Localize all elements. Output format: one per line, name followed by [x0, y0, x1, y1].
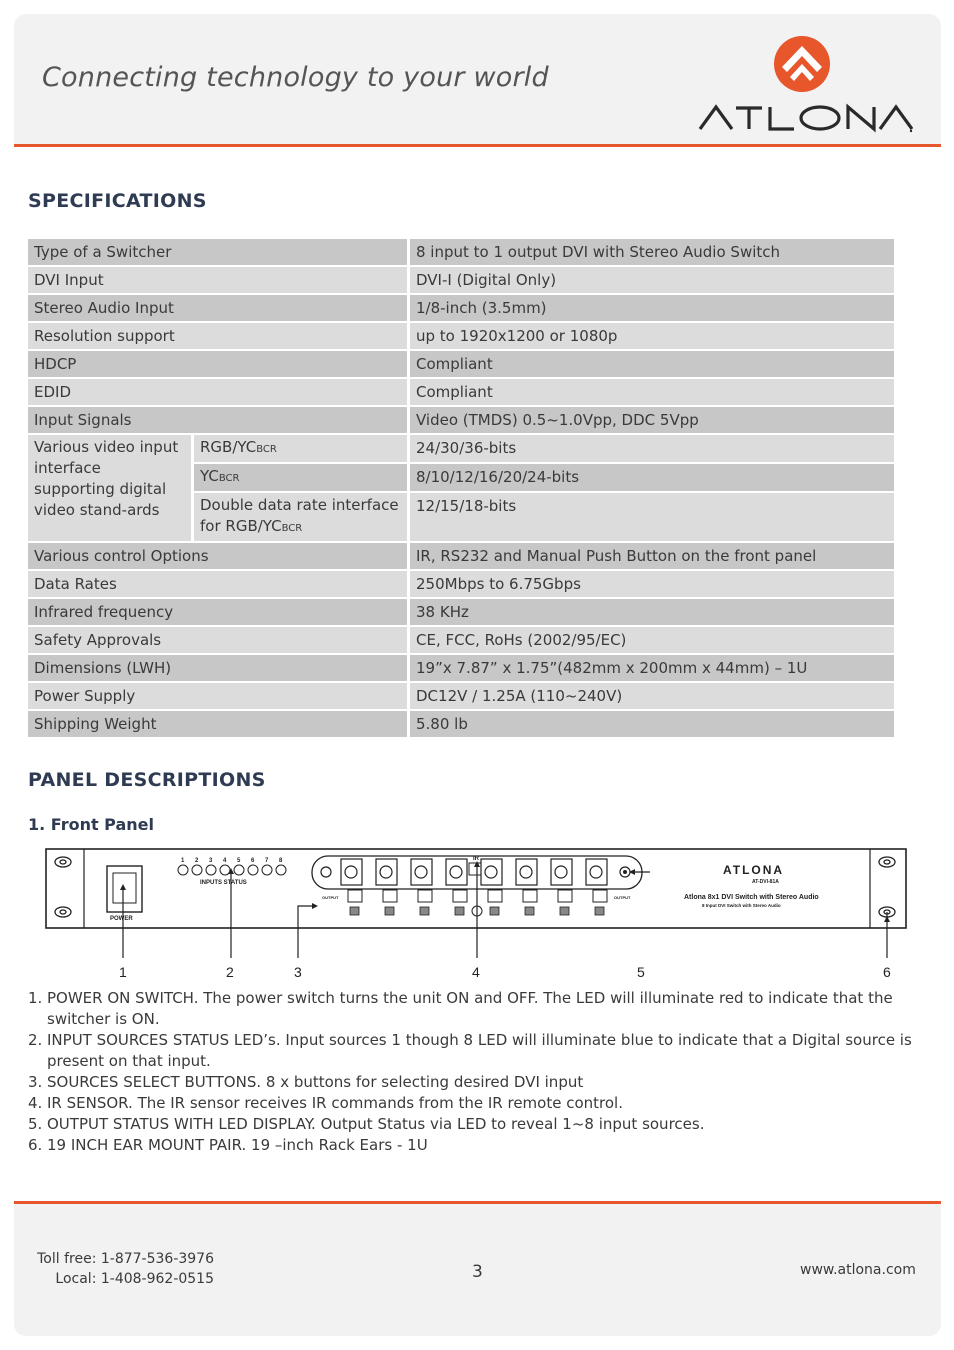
device-subdescription: 8 Input DVI Switch with Stereo Audio: [702, 903, 781, 908]
svg-text:2: 2: [195, 858, 199, 864]
spec-label: Resolution support: [28, 323, 407, 349]
list-item: 2. INPUT SOURCES STATUS LED’s. Input sources 1 though 8 LED will illuminate blue to indicate that a Digital source is present on that input.: [28, 1031, 912, 1070]
spec-value: 12/15/18-bits: [410, 493, 894, 541]
table-row: [28, 655, 894, 681]
table-row: [28, 627, 894, 653]
front-panel-title: 1. Front Panel: [28, 815, 154, 834]
svg-text:OUTPUT: OUTPUT: [322, 895, 339, 900]
video-interface-group: [28, 435, 894, 541]
front-panel-diagram: [28, 840, 918, 980]
table-row: [28, 407, 894, 433]
spec-label: Various control Options: [28, 543, 407, 569]
spec-label: Infrared frequency: [28, 599, 407, 625]
spec-value: 19”x 7.87” x 1.75”(482mm x 200mm x 44mm) – 1U: [410, 655, 894, 681]
device-model: AT-DVI-81A: [752, 879, 779, 885]
toll-free-number: Toll free: 1-877-536-3976: [37, 1251, 214, 1267]
footer-contact: [34, 1249, 214, 1289]
specifications-table: [28, 239, 894, 739]
spec-value: up to 1920x1200 or 1080p: [410, 323, 894, 349]
panel-description-list: [28, 988, 918, 1156]
spec-value: CE, FCC, RoHs (2002/95/EC): [410, 627, 894, 653]
header-rule: [14, 144, 941, 147]
svg-text:1: 1: [181, 858, 185, 864]
spec-label: Data Rates: [28, 571, 407, 597]
list-item: 3. SOURCES SELECT BUTTONS. 8 x buttons for selecting desired DVI input: [28, 1073, 584, 1091]
spec-label: Safety Approvals: [28, 627, 407, 653]
table-row: [28, 295, 894, 321]
specifications-title: SPECIFICATIONS: [28, 190, 207, 212]
table-row: [28, 379, 894, 405]
table-row: [28, 543, 894, 569]
atlona-wordmark: [698, 103, 913, 133]
spec-value: DVI-I (Digital Only): [410, 267, 894, 293]
table-row: [28, 711, 894, 737]
local-number: Local: 1-408-962-0515: [55, 1271, 214, 1287]
spec-value: Compliant: [410, 379, 894, 405]
spec-value: DC12V / 1.25A (110~240V): [410, 683, 894, 709]
spec-value: 5.80 lb: [410, 711, 894, 737]
spec-label: Shipping Weight: [28, 711, 407, 737]
spec-sublabel: RGB/YCBCR: [194, 435, 407, 462]
spec-value: Video (TMDS) 0.5~1.0Vpp, DDC 5Vpp: [410, 407, 894, 433]
spec-value: 250Mbps to 6.75Gbps: [410, 571, 894, 597]
spec-label: EDID: [28, 379, 407, 405]
table-row: [28, 683, 894, 709]
callout-2: 2: [226, 964, 234, 980]
svg-text:5: 5: [237, 858, 241, 864]
callout-1: 1: [119, 964, 127, 980]
spec-label: HDCP: [28, 351, 407, 377]
list-item: 1. POWER ON SWITCH. The power switch turns the unit ON and OFF. The LED will illuminate red to indicate that the switcher is ON.: [28, 989, 893, 1028]
power-label: POWER: [110, 916, 133, 922]
spec-label: Input Signals: [28, 407, 407, 433]
spec-label: Power Supply: [28, 683, 407, 709]
svg-text:3: 3: [209, 858, 213, 864]
table-row: [194, 493, 894, 541]
callout-5: 5: [637, 964, 645, 980]
svg-text:6: 6: [251, 858, 255, 864]
table-row: [28, 239, 894, 265]
spec-sublabel: YCBCR: [194, 464, 407, 491]
device-description: Atlona 8x1 DVI Switch with Stereo Audio: [684, 894, 819, 901]
table-row: [194, 435, 894, 462]
list-item: 4. IR SENSOR. The IR sensor receives IR commands from the IR remote control.: [28, 1094, 623, 1112]
table-row: [28, 351, 894, 377]
spec-value: IR, RS232 and Manual Push Button on the front panel: [410, 543, 894, 569]
svg-text:4: 4: [223, 858, 227, 864]
spec-value: 24/30/36-bits: [410, 435, 894, 462]
spec-value: 1/8-inch (3.5mm): [410, 295, 894, 321]
table-row: [28, 571, 894, 597]
spec-label: Stereo Audio Input: [28, 295, 407, 321]
header-tagline: Connecting technology to your world: [42, 62, 549, 93]
group-label: Various video input interface supporting digital video stand-ards: [28, 435, 191, 541]
spec-label: Dimensions (LWH): [28, 655, 407, 681]
ir-label: IR: [473, 856, 479, 862]
callout-3: 3: [294, 964, 302, 980]
svg-text:OUTPUT: OUTPUT: [614, 895, 631, 900]
table-row: [28, 267, 894, 293]
device-brand: ATLONA: [723, 863, 785, 877]
page-number: 3: [472, 1262, 483, 1282]
table-row: [28, 599, 894, 625]
footer-rule: [14, 1201, 941, 1204]
spec-label: Type of a Switcher: [28, 239, 407, 265]
list-item: 6. 19 INCH EAR MOUNT PAIR. 19 –inch Rack Ears - 1U: [28, 1136, 428, 1154]
callout-4: 4: [472, 964, 480, 980]
spec-value: 38 KHz: [410, 599, 894, 625]
panel-descriptions-title: PANEL DESCRIPTIONS: [28, 769, 266, 791]
website-link[interactable]: www.atlona.com: [800, 1262, 916, 1278]
spec-value: Compliant: [410, 351, 894, 377]
spec-sublabel: Double data rate interface for RGB/YCBCR: [194, 493, 407, 541]
spec-label: DVI Input: [28, 267, 407, 293]
svg-text:INPUTS STATUS: INPUTS STATUS: [200, 880, 247, 886]
svg-text:8: 8: [279, 858, 283, 864]
table-row: [28, 323, 894, 349]
spec-value: 8 input to 1 output DVI with Stereo Audio Switch: [410, 239, 894, 265]
spec-value: 8/10/12/16/20/24-bits: [410, 464, 894, 491]
list-item: 5. OUTPUT STATUS WITH LED DISPLAY. Output Status via LED to reveal 1~8 input sources.: [28, 1115, 705, 1133]
atlona-logo-icon: [772, 34, 832, 94]
table-row: [194, 464, 894, 491]
callout-6: 6: [883, 964, 891, 980]
svg-text:7: 7: [265, 858, 269, 864]
callout-numbers: [119, 964, 891, 980]
